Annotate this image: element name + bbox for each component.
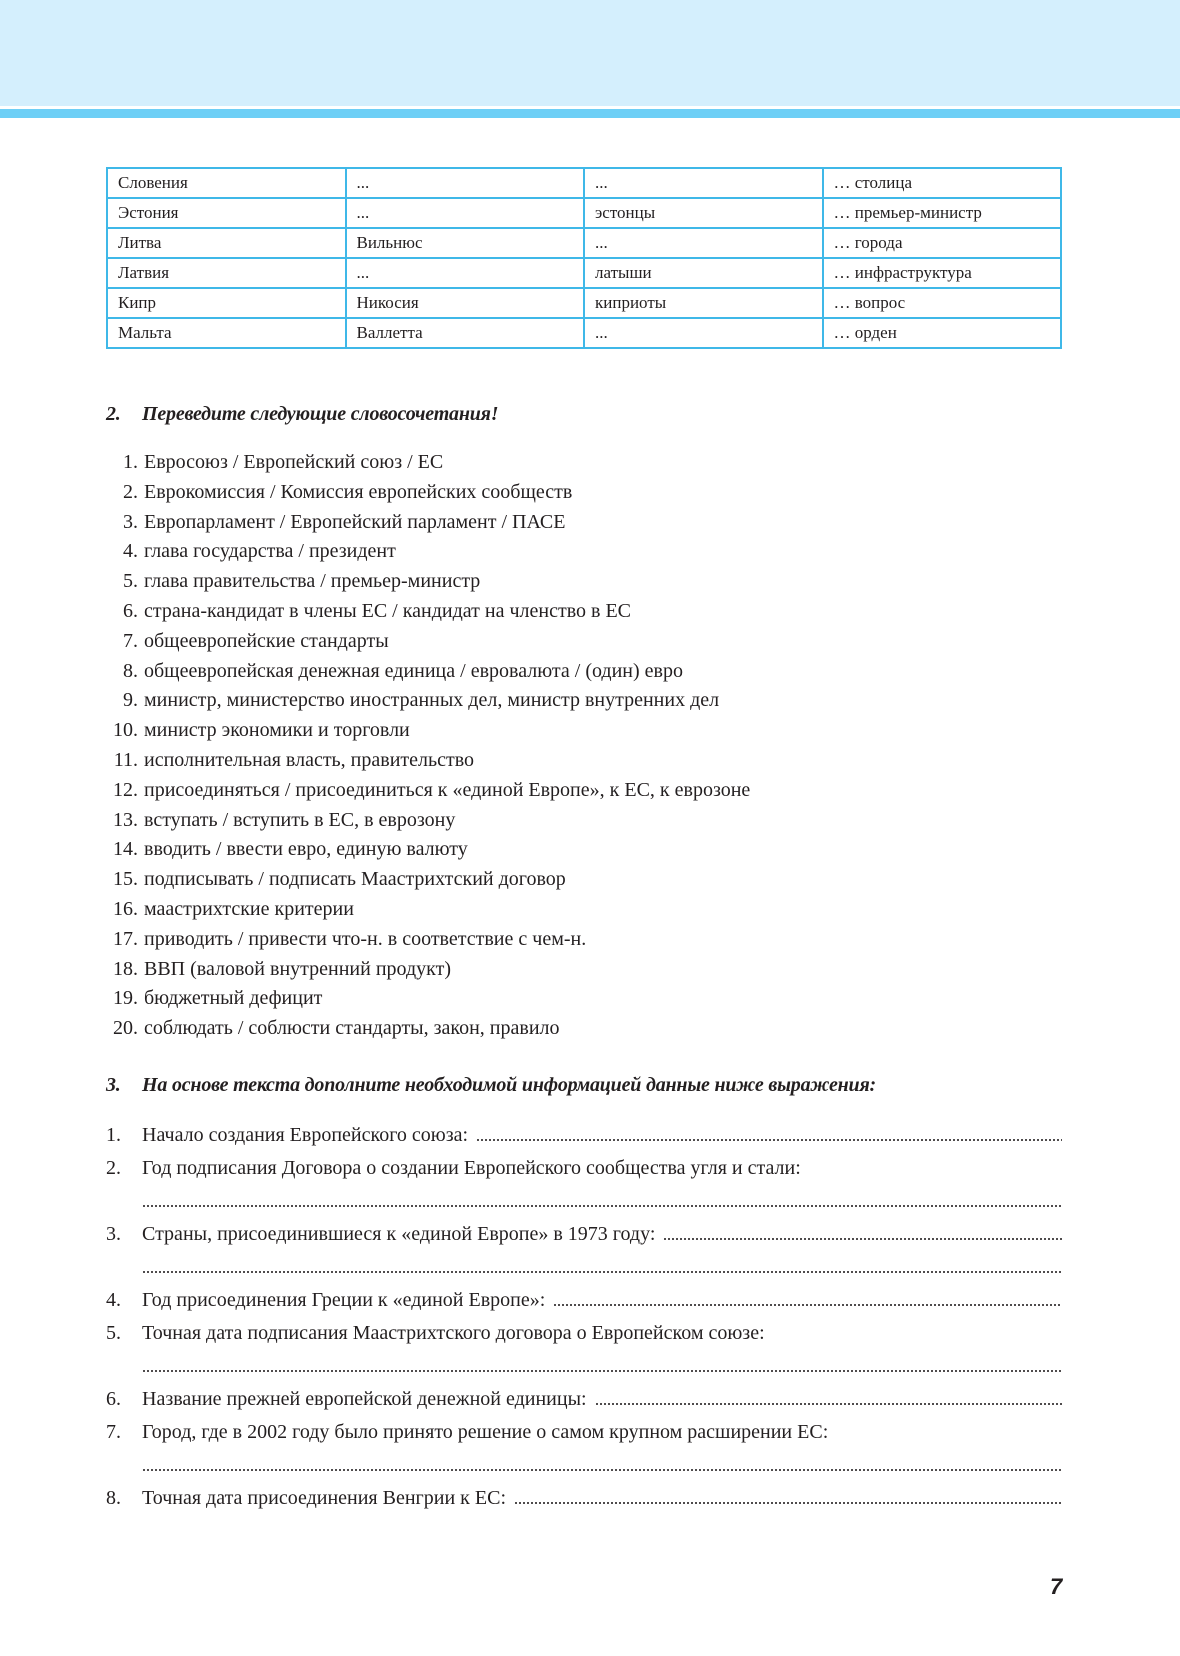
answer-line[interactable] — [476, 1120, 1062, 1142]
section-number: 3. — [106, 1074, 121, 1096]
answer-line-continuation[interactable] — [142, 1351, 1062, 1381]
table-cell: Никосия — [346, 288, 585, 318]
table-cell: латыши — [584, 258, 823, 288]
answer-line-continuation[interactable] — [142, 1186, 1062, 1216]
table-cell: ... — [346, 258, 585, 288]
page-number: 7 — [1050, 1574, 1063, 1599]
list-item: 1. Евросоюз / Европейский союз / ЕС — [123, 451, 444, 473]
question-item: 5. Точная дата подписания Маастрихтского договора о Европейском союзе: — [106, 1322, 765, 1344]
table-cell: Мальта — [107, 318, 346, 348]
countries-table — [106, 167, 1062, 349]
list-item: 12. присоединяться / присоединиться к «единой Европе», к ЕС, к еврозоне — [113, 778, 751, 801]
answer-line[interactable] — [595, 1384, 1062, 1406]
table-row — [107, 318, 1061, 348]
answer-line[interactable] — [514, 1483, 1062, 1505]
list-item: 11. исполнительная власть, правительство — [113, 748, 475, 771]
table-cell: Латвия — [107, 258, 346, 288]
section-heading: На основе текста дополните необходимой информацией данные ниже выражения: — [142, 1074, 877, 1096]
table-cell: Литва — [107, 228, 346, 258]
question-item: 2. Год подписания Договора о создании Европейского сообщества угля и стали: — [106, 1157, 801, 1179]
translation-list — [106, 448, 750, 1044]
answer-line-continuation[interactable] — [142, 1450, 1062, 1480]
section-heading: Переведите следующие словосочетания! — [142, 403, 499, 425]
list-item: 5. глава правительства / премьер-министр — [123, 570, 481, 593]
table-cell: Вильнюс — [346, 228, 585, 258]
list-item: 10. министр экономики и торговли — [113, 719, 410, 742]
list-item: 15. подписывать / подписать Маастрихтский договор — [113, 868, 566, 891]
list-item: 20. соблюдать / соблюсти стандарты, закон, правило — [113, 1017, 560, 1040]
table-cell: … инфраструктура — [823, 258, 1062, 288]
table-cell: эстонцы — [584, 198, 823, 228]
table-cell: ... — [584, 168, 823, 198]
list-item: 3. Европарламент / Европейский парламент / ПАСЕ — [123, 510, 566, 533]
question-item: 1. Начало создания Европейского союза: — [106, 1120, 1062, 1150]
list-item: 6. страна-кандидат в члены ЕС / кандидат на членство в ЕС — [123, 599, 632, 622]
table-cell: киприоты — [584, 288, 823, 318]
question-item: 7. Город, где в 2002 году было принято решение о самом крупном расширении ЕС: — [106, 1421, 829, 1443]
table-row — [107, 198, 1061, 228]
answer-line[interactable] — [553, 1285, 1062, 1307]
table-cell: ... — [584, 228, 823, 258]
section-2-title — [106, 403, 498, 426]
question-item: 4. Год присоединения Греции к «единой Европе»: — [106, 1285, 1062, 1315]
list-item: 7. общеевропейские стандарты — [123, 629, 389, 652]
list-item: 16. маастрихтские критерии — [113, 897, 354, 920]
list-item: 18. ВВП (валовой внутренний продукт) — [113, 957, 451, 980]
list-item: 19. бюджетный дефицит — [113, 987, 323, 1010]
table-cell: ... — [346, 198, 585, 228]
list-item: 14. вводить / ввести евро, единую валюту — [113, 838, 468, 861]
table-cell: Кипр — [107, 288, 346, 318]
table-row — [107, 258, 1061, 288]
question-item: 3. Страны, присоединившиеся к «единой Европе» в 1973 году: — [106, 1219, 1062, 1249]
table-row — [107, 288, 1061, 318]
table-cell: Словения — [107, 168, 346, 198]
question-item: 6. Название прежней европейской денежной единицы: — [106, 1384, 1062, 1414]
table-cell: … города — [823, 228, 1062, 258]
list-item: 9. министр, министерство иностранных дел, министр внутренних дел — [123, 689, 720, 712]
table-cell: … премьер-министр — [823, 198, 1062, 228]
table-row — [107, 228, 1061, 258]
table-cell: ... — [346, 168, 585, 198]
header-stripe — [0, 109, 1180, 118]
question-item: 8. Точная дата присоединения Венгрии к ЕС: — [106, 1483, 1062, 1513]
list-item: 8. общеевропейская денежная единица / евровалюта / (один) евро — [123, 659, 683, 682]
table-cell: … орден — [823, 318, 1062, 348]
list-item: 13. вступать / вступить в ЕС, в еврозону — [113, 808, 456, 831]
list-item: 2. Еврокомиссия / Комиссия европейских сообществ — [123, 480, 573, 503]
answer-line-continuation[interactable] — [142, 1252, 1062, 1282]
table-cell: Валлетта — [346, 318, 585, 348]
answer-line[interactable] — [663, 1219, 1062, 1241]
list-item: 4. глава государства / президент — [123, 540, 396, 563]
table-cell: … вопрос — [823, 288, 1062, 318]
table-row — [107, 168, 1061, 198]
header-band — [0, 0, 1180, 106]
section-3-title — [106, 1074, 876, 1097]
section-number: 2. — [106, 403, 121, 425]
table-cell: … столица — [823, 168, 1062, 198]
table-cell: Эстония — [107, 198, 346, 228]
table-cell: ... — [584, 318, 823, 348]
list-item: 17. приводить / привести что-н. в соответствие с чем-н. — [113, 927, 587, 950]
